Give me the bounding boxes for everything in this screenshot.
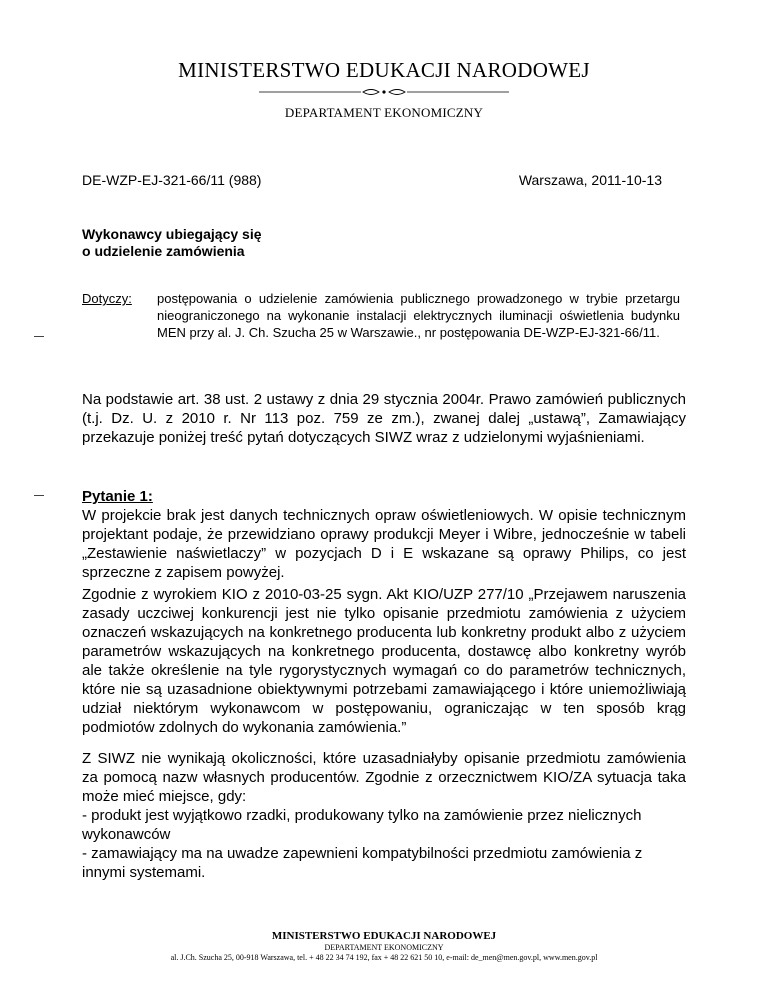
footer-address: al. J.Ch. Szucha 25, 00-918 Warszawa, tel. + 48 22 34 74 192, fax + 48 22 621 50 10, e-mail: de_men@men.gov.pl, www.men.gov.pl xyxy=(170,953,598,962)
siwz-line: - zamawiający ma na uwadze zapewnieni kompatybilności przedmiotu zamówienia z innymi systemami. xyxy=(82,845,643,881)
letterhead xyxy=(0,58,768,121)
recipient-block xyxy=(82,226,262,260)
ornament-divider-icon xyxy=(259,86,509,98)
department-name: DEPARTAMENT EKONOMICZNY xyxy=(284,105,484,120)
recipient-line: o udzielenie zamówienia xyxy=(82,243,245,259)
siwz-line: - produkt jest wyjątkowo rzadki, produkowany tylko na zamówienie przez nielicznych wykonawców xyxy=(82,807,642,843)
question-text: W projekcie brak jest danych technicznych opraw oświetleniowych. W opisie technicznym projektant podaje, że przewidziano oprawy produkcji Meyer i Wibre, jednocześnie w tabeli „Zestawienie naświetlaczy” w pozycjach D i E wskazane są oprawy Philips, co jest sprzeczne z zapisem powyżej. xyxy=(82,507,686,581)
regarding-label: Dotyczy: xyxy=(82,291,132,306)
reference-number: DE-WZP-EJ-321-66/11 (988) xyxy=(82,172,262,188)
siwz-paragraph xyxy=(82,749,686,882)
place-date: Warszawa, 2011-10-13 xyxy=(518,172,662,188)
question-title: Pytanie 1: xyxy=(82,488,153,505)
siwz-line: Z SIWZ nie wynikają okoliczności, które uzasadniałyby opisanie przedmiotu zamówienia za pomocą nazw własnych producentów. Zgodnie z orzecznictwem KIO/ZA sytuacja taka może mieć miejsce, gdy: xyxy=(82,750,686,805)
margin-mark xyxy=(34,336,44,337)
reference-row xyxy=(82,172,662,188)
margin-mark xyxy=(34,495,44,496)
intro-paragraph: Na podstawie art. 38 ust. 2 ustawy z dnia 29 stycznia 2004r. Prawo zamówień publicznych (t.j. Dz. U. z 2010 r. Nr 113 poz. 759 ze zm.), zwanej dalej „ustawą”, Zamawiający przekazuje poniżej treść pytań dotyczących SIWZ wraz z udzielonymi wyjaśnieniami. xyxy=(82,391,686,446)
page-footer xyxy=(0,930,768,962)
kio-paragraph: Zgodnie z wyrokiem KIO z 2010-03-25 sygn. Akt KIO/UZP 277/10 „Przejawem naruszenia zasady uczciwej konkurencji jest nie tylko opisanie przedmiotu zamówienia z użyciem oznaczeń wskazujących na konkretnego producenta lub konkretny produkt albo z użyciem parametrów wskazujących na konkretnego producenta, dostawcę albo konkretny wyrób ale także określenie na tyle rygorystycznych wymagań co do parametrów technicznych, które nie są uzasadnione obiektywnymi potrzebami zamawiającego i które uniemożliwiają udział niektórym wykonawcom w postępowaniu, ograniczając w ten sposób krąg podmiotów zdolnych do wykonania zamówienia.” xyxy=(82,586,686,736)
footer-department: DEPARTAMENT EKONOMICZNY xyxy=(324,943,444,952)
footer-ministry: MINISTERSTWO EDUKACJI NARODOWEJ xyxy=(271,930,497,942)
regarding-block xyxy=(82,290,680,341)
regarding-text: postępowania o udzielenie zamówienia publicznego prowadzonego w trybie przetargu nieograniczonego na wykonanie instalacji elektrycznych iluminacji oświetlenia budynku MEN przy al. J. Ch. Szucha 25 w Warszawie., nr postępowania DE-WZP-EJ-321-66/11. xyxy=(157,291,680,340)
recipient-line: Wykonawcy ubiegający się xyxy=(82,226,262,242)
ministry-name: MINISTERSTWO EDUKACJI NARODOWEJ xyxy=(178,58,590,82)
